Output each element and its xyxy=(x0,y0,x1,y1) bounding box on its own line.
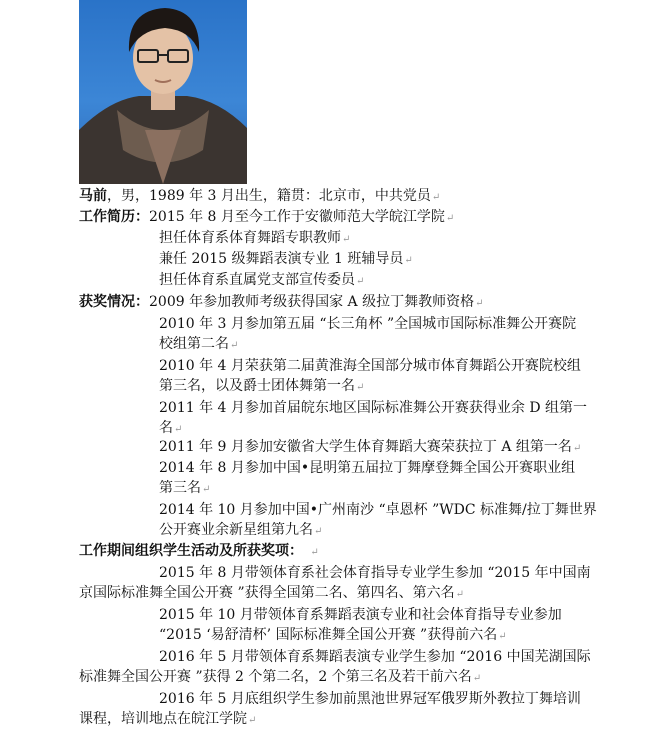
activity-line xyxy=(159,563,591,583)
activity-line xyxy=(159,647,591,667)
award-line: 第三名，以及爵士团体舞第一名↵ xyxy=(159,378,365,394)
award-item-line2: 第三名 xyxy=(159,480,201,496)
activities-heading-line: 工作期间组织学生活动及所获奖项： ↵ xyxy=(79,543,319,559)
work-history-line: 担任体育系体育舞蹈专职教师↵ xyxy=(159,230,351,246)
work-history-line: 兼任 2015 级舞蹈表演专业 1 班辅导员↵ xyxy=(159,251,413,267)
activities-heading: 工作期间组织学生活动及所获奖项： xyxy=(79,543,303,559)
name-line: 马前，男，1989 年 3 月出生，籍贯：北京市，中共党员↵ xyxy=(79,188,441,204)
award-line xyxy=(159,500,597,520)
award-item-line1: 2010 年 4 月荣获第二届黄淮海全国部分城市体育舞蹈公开赛院校组 xyxy=(159,358,581,374)
award-item-line2: 校组第二名 xyxy=(159,336,229,352)
work-history-item: 担任体育系直属党支部宣传委员 xyxy=(159,272,355,288)
award-item-line2: 名 xyxy=(159,420,173,436)
award-line xyxy=(159,398,587,418)
work-history-first: 工作简历：2015 年 8 月至今工作于安徽师范大学皖江学院↵ xyxy=(79,209,455,225)
award-line: 校组第二名↵ xyxy=(159,336,239,352)
award-line: 公开赛业余新星组第九名↵ xyxy=(159,522,323,538)
activity-item-line2: 课程，培训地点在皖江学院 xyxy=(79,711,247,727)
activity-item-line2: “2015 ‘易舒清杯’ 国际标准舞全国公开赛 ”获得前六名 xyxy=(159,627,498,643)
activity-line xyxy=(159,689,581,709)
award-item-line1: 2014 年 10 月参加中国•广州南沙 “卓恩杯 ”WDC 标准舞/拉丁舞世界 xyxy=(159,502,597,518)
awards-first: 获奖情况：2009 年参加教师考级获得国家 A 级拉丁舞教师资格↵ xyxy=(79,294,484,310)
award-item-line1: 2011 年 4 月参加首届皖东地区国际标准舞公开赛获得业余 D 组第一 xyxy=(159,400,588,416)
award-item: 2009 年参加教师考级获得国家 A 级拉丁舞教师资格 xyxy=(149,294,475,310)
activity-item-line2: 标准舞全国公开赛 ”获得 2 个第二名，2 个第三名及若干前六名 xyxy=(79,669,472,685)
activity-line: 京国际标准舞全国公开赛 ”获得全国第二名、第四名、第六名↵ xyxy=(79,585,464,601)
award-item-line2: 第三名，以及爵士团体舞第一名 xyxy=(159,378,355,394)
award-item-line2: 公开赛业余新星组第九名 xyxy=(159,522,313,538)
award-line xyxy=(159,314,576,334)
personal-info: ，男，1989 年 3 月出生，籍贯：北京市，中共党员 xyxy=(107,188,431,204)
award-item-line1: 2010 年 3 月参加第五届 “长三角杯 ”全国城市国际标准舞公开赛院 xyxy=(159,316,577,332)
award-line xyxy=(159,458,575,478)
activity-item-line1: 2015 年 8 月带领体育系社会体育指导专业学生参加 “2015 年中国南 xyxy=(159,565,591,581)
awards-heading: 获奖情况： xyxy=(79,294,149,310)
profile-photo xyxy=(79,0,247,184)
work-history-item: 担任体育系体育舞蹈专职教师 xyxy=(159,230,341,246)
activity-item-line1: 2016 年 5 月带领体育系舞蹈表演专业学生参加 “2016 中国芜湖国际 xyxy=(159,649,591,665)
work-history-item: 2015 年 8 月至今工作于安徽师范大学皖江学院 xyxy=(149,209,445,225)
activity-line: 标准舞全国公开赛 ”获得 2 个第二名，2 个第三名及若干前六名↵ xyxy=(79,669,482,685)
person-name: 马前 xyxy=(79,188,107,204)
award-line: 2011 年 9 月参加安徽省大学生体育舞蹈大赛荣获拉丁 A 组第一名↵ xyxy=(159,439,582,455)
work-history-heading: 工作简历： xyxy=(79,209,149,225)
activity-item-line1: 2015 年 10 月带领体育系舞蹈表演专业和社会体育指导专业参加 xyxy=(159,607,562,623)
activity-item-line2: 京国际标准舞全国公开赛 ”获得全国第二名、第四名、第六名 xyxy=(79,585,455,601)
work-history-line: 担任体育系直属党支部宣传委员↵ xyxy=(159,272,365,288)
award-line xyxy=(159,356,581,376)
activity-item-line1: 2016 年 5 月底组织学生参加前黑池世界冠军俄罗斯外教拉丁舞培训 xyxy=(159,691,581,707)
award-item-line1: 2011 年 9 月参加安徽省大学生体育舞蹈大赛荣获拉丁 A 组第一名 xyxy=(159,439,572,455)
work-history-item: 兼任 2015 级舞蹈表演专业 1 班辅导员 xyxy=(159,251,404,267)
activity-line xyxy=(159,605,562,625)
activity-line: 课程，培训地点在皖江学院↵ xyxy=(79,711,257,727)
award-item-line1: 2014 年 8 月参加中国•昆明第五届拉丁舞摩登舞全国公开赛职业组 xyxy=(159,460,576,476)
award-line: 名↵ xyxy=(159,420,183,436)
award-line: 第三名↵ xyxy=(159,480,211,496)
activity-line: “2015 ‘易舒清杯’ 国际标准舞全国公开赛 ”获得前六名↵ xyxy=(159,627,507,643)
